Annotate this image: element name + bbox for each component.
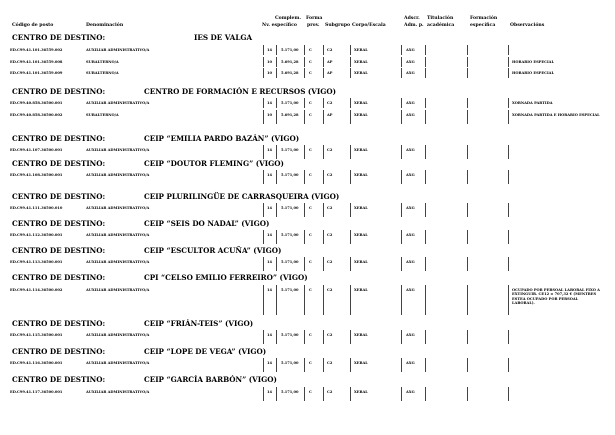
cell-code: ED.C99.41.111.36500.010 bbox=[10, 206, 63, 210]
centre-name: CENTRO DE FORMACIÓN E RECURSOS (VIGO) bbox=[144, 87, 337, 96]
column-divider bbox=[425, 387, 426, 401]
cell-sub: AP bbox=[327, 60, 333, 64]
column-divider bbox=[263, 387, 264, 401]
column-divider bbox=[467, 257, 468, 271]
column-divider bbox=[350, 57, 351, 67]
cell-den: AUXILIAR ADMINISTRATIVO/A bbox=[86, 361, 150, 365]
cell-nv: 14 bbox=[267, 206, 273, 210]
column-divider bbox=[467, 45, 468, 55]
cell-den: AUXILIAR ADMINISTRATIVO/A bbox=[86, 233, 150, 237]
column-divider bbox=[508, 68, 509, 78]
centre-label: CENTRO DE DESTINO: bbox=[12, 159, 106, 168]
header-formacion-1: Formación bbox=[470, 16, 498, 21]
centre-label: CENTRO DE DESTINO: bbox=[12, 134, 106, 143]
cell-adscr: AXG bbox=[406, 233, 415, 237]
column-divider bbox=[304, 110, 305, 124]
column-divider bbox=[508, 285, 509, 315]
column-divider bbox=[508, 358, 509, 372]
centre-name: CEIP “LOPE DE VEGA” (VIGO) bbox=[144, 347, 267, 356]
column-divider bbox=[350, 45, 351, 55]
cell-den: AUXILIAR ADMINISTRATIVO/A bbox=[86, 288, 150, 292]
column-divider bbox=[276, 98, 277, 108]
centre-name: CEIP “DOUTOR FLEMING” (VIGO) bbox=[144, 159, 284, 168]
cell-corpo: XERAL bbox=[354, 333, 368, 337]
cell-nv: 14 bbox=[267, 101, 273, 105]
cell-sub: C2 bbox=[327, 148, 333, 152]
column-divider bbox=[401, 145, 402, 159]
cell-code: ED.C99.40.858.36500.002 bbox=[10, 113, 63, 117]
cell-esp: 5.171,00 bbox=[281, 101, 299, 105]
centre-heading bbox=[12, 160, 284, 168]
cell-nv: 14 bbox=[267, 173, 273, 177]
column-divider bbox=[508, 203, 509, 217]
column-divider bbox=[350, 98, 351, 108]
column-divider bbox=[425, 68, 426, 78]
column-divider bbox=[401, 285, 402, 315]
column-divider bbox=[276, 110, 277, 124]
cell-nv: 14 bbox=[267, 48, 273, 52]
column-divider bbox=[467, 170, 468, 184]
column-divider bbox=[304, 285, 305, 315]
cell-nv: 14 bbox=[267, 390, 273, 394]
column-divider bbox=[263, 98, 264, 108]
header-complem-1: Complem. bbox=[275, 16, 301, 21]
column-divider bbox=[401, 257, 402, 271]
cell-sub: AP bbox=[327, 71, 333, 75]
centre-heading bbox=[12, 135, 299, 143]
cell-code: ED.C99.41.107.36500.001 bbox=[10, 148, 63, 152]
cell-nv: 10 bbox=[267, 71, 273, 75]
column-divider bbox=[425, 57, 426, 67]
column-divider bbox=[401, 57, 402, 67]
column-divider bbox=[263, 45, 264, 55]
column-divider bbox=[350, 358, 351, 372]
cell-adscr: AXG bbox=[406, 206, 415, 210]
column-divider bbox=[323, 45, 324, 55]
column-divider bbox=[425, 203, 426, 217]
cell-corpo: XERAL bbox=[354, 233, 368, 237]
column-divider bbox=[323, 145, 324, 159]
column-divider bbox=[401, 230, 402, 244]
cell-den: AUXILIAR ADMINISTRATIVO/A bbox=[86, 101, 150, 105]
column-divider bbox=[467, 387, 468, 401]
column-divider bbox=[508, 45, 509, 55]
cell-corpo: XERAL bbox=[354, 101, 368, 105]
column-divider bbox=[350, 145, 351, 159]
column-divider bbox=[467, 230, 468, 244]
centre-label: CENTRO DE DESTINO: bbox=[12, 246, 106, 255]
cell-sub: C2 bbox=[327, 206, 333, 210]
column-divider bbox=[467, 145, 468, 159]
cell-forma: C bbox=[309, 148, 312, 152]
column-divider bbox=[401, 98, 402, 108]
column-divider bbox=[425, 285, 426, 315]
column-divider bbox=[401, 358, 402, 372]
column-divider bbox=[467, 203, 468, 217]
cell-adscr: AXG bbox=[406, 60, 415, 64]
cell-code: ED.C99.41.108.36500.001 bbox=[10, 173, 63, 177]
column-divider bbox=[350, 330, 351, 344]
cell-sub: C2 bbox=[327, 173, 333, 177]
cell-den: AUXILIAR ADMINISTRATIVO/A bbox=[86, 148, 150, 152]
cell-sub: C2 bbox=[327, 333, 333, 337]
column-divider bbox=[304, 257, 305, 271]
column-divider bbox=[425, 170, 426, 184]
cell-code: ED.C99.41.112.36500.001 bbox=[10, 233, 63, 237]
cell-den: AUXILIAR ADMINISTRATIVO/A bbox=[86, 173, 150, 177]
column-divider bbox=[304, 68, 305, 78]
column-divider bbox=[467, 110, 468, 124]
cell-forma: C bbox=[309, 60, 312, 64]
column-divider bbox=[263, 145, 264, 159]
column-divider bbox=[263, 230, 264, 244]
column-divider bbox=[263, 170, 264, 184]
centre-name: CPI “CELSO EMILIO FERREIRO” (VIGO) bbox=[144, 273, 308, 282]
column-divider bbox=[350, 387, 351, 401]
cell-sub: C2 bbox=[327, 233, 333, 237]
cell-forma: C bbox=[309, 361, 312, 365]
cell-corpo: XERAL bbox=[354, 148, 368, 152]
column-divider bbox=[508, 230, 509, 244]
column-divider bbox=[276, 57, 277, 67]
centre-heading bbox=[12, 376, 277, 384]
column-divider bbox=[401, 203, 402, 217]
column-divider bbox=[323, 330, 324, 344]
cell-adscr: AXG bbox=[406, 361, 415, 365]
cell-esp: 5.171,00 bbox=[281, 260, 299, 264]
cell-esp: 5.171,00 bbox=[281, 48, 299, 52]
column-divider bbox=[401, 68, 402, 78]
centre-label: CENTRO DE DESTINO: bbox=[12, 319, 106, 328]
column-divider bbox=[323, 387, 324, 401]
column-divider bbox=[304, 330, 305, 344]
cell-code: ED.C99.40.858.36500.001 bbox=[10, 101, 63, 105]
cell-forma: C bbox=[309, 71, 312, 75]
column-divider bbox=[276, 170, 277, 184]
cell-esp: 5.171,00 bbox=[281, 148, 299, 152]
cell-esp: 5.691,28 bbox=[281, 60, 299, 64]
column-divider bbox=[508, 387, 509, 401]
cell-adscr: AXG bbox=[406, 390, 415, 394]
cell-adscr: AXG bbox=[406, 260, 415, 264]
cell-nv: 14 bbox=[267, 148, 273, 152]
cell-forma: C bbox=[309, 233, 312, 237]
cell-adscr: AXG bbox=[406, 148, 415, 152]
column-divider bbox=[276, 45, 277, 55]
centre-heading bbox=[12, 247, 281, 255]
centre-label: CENTRO DE DESTINO: bbox=[12, 273, 106, 282]
cell-den: AUXILIAR ADMINISTRATIVO/A bbox=[86, 260, 150, 264]
column-divider bbox=[401, 170, 402, 184]
centre-name: CEIP “ESCULTOR ACUÑA” (VIGO) bbox=[144, 246, 282, 255]
cell-nv: 14 bbox=[267, 260, 273, 264]
column-divider bbox=[401, 387, 402, 401]
cell-obs: HORARIO ESPECIAL bbox=[512, 71, 554, 75]
centre-label: CENTRO DE DESTINO: bbox=[12, 375, 106, 384]
cell-esp: 5.171,00 bbox=[281, 361, 299, 365]
column-divider bbox=[304, 45, 305, 55]
header-denominacion: Denominación bbox=[86, 23, 124, 28]
cell-adscr: AXG bbox=[406, 333, 415, 337]
centre-heading bbox=[12, 34, 252, 42]
column-divider bbox=[350, 110, 351, 124]
centre-heading bbox=[12, 220, 269, 228]
column-divider bbox=[508, 145, 509, 159]
cell-obs: HORARIO ESPECIAL bbox=[512, 60, 554, 64]
column-divider bbox=[508, 257, 509, 271]
centre-name: CEIP “SEIS DO NADAL” (VIGO) bbox=[144, 219, 270, 228]
cell-corpo: XERAL bbox=[354, 361, 368, 365]
column-divider bbox=[323, 230, 324, 244]
cell-forma: C bbox=[309, 390, 312, 394]
cell-esp: 5.171,00 bbox=[281, 173, 299, 177]
cell-den: AUXILIAR ADMINISTRATIVO/A bbox=[86, 206, 150, 210]
column-divider bbox=[508, 57, 509, 67]
column-divider bbox=[276, 145, 277, 159]
column-divider bbox=[467, 68, 468, 78]
cell-esp: 5.171,00 bbox=[281, 333, 299, 337]
column-divider bbox=[304, 358, 305, 372]
column-divider bbox=[263, 57, 264, 67]
cell-forma: C bbox=[309, 260, 312, 264]
cell-nv: 14 bbox=[267, 333, 273, 337]
column-divider bbox=[263, 285, 264, 315]
centre-name: CEIP “FRIÁN-TEIS” (VIGO) bbox=[144, 319, 254, 328]
cell-esp: 5.691,28 bbox=[281, 113, 299, 117]
centre-name: CEIP PLURILINGÜE DE CARRASQUEIRA (VIGO) bbox=[144, 192, 340, 201]
header-titulacion-2: académica bbox=[427, 23, 455, 28]
cell-esp: 5.171,00 bbox=[281, 390, 299, 394]
cell-nv: 10 bbox=[267, 113, 273, 117]
cell-corpo: XERAL bbox=[354, 48, 368, 52]
cell-nv: 14 bbox=[267, 361, 273, 365]
cell-obs: OCUPADO POR PERSOAL LABORAL FIXO A EXTINGUIR. CE12 = 707,32 € (MENTRES ESTEA OCUPADO POR PERSOAL LABORAL). bbox=[512, 288, 600, 306]
column-divider bbox=[425, 145, 426, 159]
cell-forma: C bbox=[309, 206, 312, 210]
column-divider bbox=[467, 98, 468, 108]
column-divider bbox=[263, 203, 264, 217]
column-divider bbox=[401, 110, 402, 124]
centre-heading bbox=[12, 348, 266, 356]
column-divider bbox=[425, 257, 426, 271]
cell-nv: 14 bbox=[267, 233, 273, 237]
centre-name: IES DE VALGA bbox=[194, 33, 253, 42]
column-divider bbox=[350, 68, 351, 78]
cell-forma: C bbox=[309, 113, 312, 117]
column-divider bbox=[304, 145, 305, 159]
column-divider bbox=[323, 285, 324, 315]
column-divider bbox=[263, 110, 264, 124]
cell-corpo: XERAL bbox=[354, 71, 368, 75]
column-divider bbox=[350, 203, 351, 217]
cell-sub: AP bbox=[327, 113, 333, 117]
column-divider bbox=[508, 110, 509, 124]
column-divider bbox=[276, 387, 277, 401]
cell-esp: 5.171,00 bbox=[281, 233, 299, 237]
column-divider bbox=[425, 358, 426, 372]
cell-nv: 14 bbox=[267, 288, 273, 292]
column-divider bbox=[508, 170, 509, 184]
column-divider bbox=[467, 358, 468, 372]
cell-adscr: AXG bbox=[406, 113, 415, 117]
column-divider bbox=[323, 257, 324, 271]
cell-den: SUBALTERNO/A bbox=[86, 113, 119, 117]
column-divider bbox=[304, 203, 305, 217]
column-divider bbox=[263, 330, 264, 344]
header-complem-2: Nv. específico bbox=[262, 23, 297, 28]
column-divider bbox=[467, 330, 468, 344]
header-formacion-2: específica bbox=[470, 23, 496, 28]
column-divider bbox=[401, 330, 402, 344]
cell-corpo: XERAL bbox=[354, 390, 368, 394]
header-subgrupo: Subgrupo bbox=[325, 23, 351, 28]
column-divider bbox=[323, 110, 324, 124]
cell-esp: 5.171,00 bbox=[281, 206, 299, 210]
column-divider bbox=[263, 68, 264, 78]
centre-label: CENTRO DE DESTINO: bbox=[12, 219, 106, 228]
column-divider bbox=[425, 45, 426, 55]
column-divider bbox=[304, 230, 305, 244]
column-divider bbox=[425, 230, 426, 244]
centre-label: CENTRO DE DESTINO: bbox=[12, 192, 106, 201]
column-divider bbox=[425, 110, 426, 124]
cell-corpo: XERAL bbox=[354, 60, 368, 64]
centre-heading bbox=[12, 193, 339, 201]
column-divider bbox=[350, 257, 351, 271]
centre-name: CEIP “EMILIA PARDO BAZÁN” (VIGO) bbox=[144, 134, 300, 143]
cell-nv: 10 bbox=[267, 60, 273, 64]
column-divider bbox=[350, 230, 351, 244]
column-divider bbox=[323, 358, 324, 372]
cell-code: ED.C99.41.101.36559.008 bbox=[10, 60, 63, 64]
cell-den: SUBALTERNO/A bbox=[86, 71, 119, 75]
cell-corpo: XERAL bbox=[354, 288, 368, 292]
header-adscr-2: Adm. p. bbox=[404, 23, 424, 28]
cell-adscr: AXG bbox=[406, 173, 415, 177]
cell-corpo: XERAL bbox=[354, 173, 368, 177]
cell-den: AUXILIAR ADMINISTRATIVO/A bbox=[86, 333, 150, 337]
cell-forma: C bbox=[309, 333, 312, 337]
header-forma-2: prov. bbox=[307, 23, 320, 28]
cell-sub: C2 bbox=[327, 48, 333, 52]
cell-code: ED.C99.41.116.36500.001 bbox=[10, 361, 63, 365]
cell-sub: C2 bbox=[327, 288, 333, 292]
column-divider bbox=[276, 230, 277, 244]
centre-label: CENTRO DE DESTINO: bbox=[12, 87, 106, 96]
cell-sub: C2 bbox=[327, 361, 333, 365]
centre-heading bbox=[12, 274, 308, 282]
cell-corpo: XERAL bbox=[354, 206, 368, 210]
column-divider bbox=[323, 203, 324, 217]
header-corpo: Corpo/Escala bbox=[352, 23, 386, 28]
header-forma-1: Forma bbox=[306, 16, 323, 21]
column-divider bbox=[467, 57, 468, 67]
cell-corpo: XERAL bbox=[354, 113, 368, 117]
column-divider bbox=[425, 98, 426, 108]
column-divider bbox=[276, 68, 277, 78]
column-divider bbox=[350, 285, 351, 315]
column-divider bbox=[323, 68, 324, 78]
cell-code: ED.C99.41.114.36500.002 bbox=[10, 288, 63, 292]
cell-obs: XORNADA PARTIDA E HORARIO ESPECIAL bbox=[512, 113, 600, 117]
cell-corpo: XERAL bbox=[354, 260, 368, 264]
centre-heading bbox=[12, 320, 253, 328]
column-divider bbox=[276, 330, 277, 344]
cell-adscr: AXG bbox=[406, 71, 415, 75]
header-titulacion-1: Titulación bbox=[427, 16, 454, 21]
cell-sub: C2 bbox=[327, 390, 333, 394]
column-divider bbox=[401, 45, 402, 55]
cell-obs: XORNADA PARTIDA bbox=[512, 101, 553, 105]
column-divider bbox=[276, 285, 277, 315]
cell-adscr: AXG bbox=[406, 288, 415, 292]
cell-esp: 5.171,00 bbox=[281, 288, 299, 292]
column-divider bbox=[508, 98, 509, 108]
cell-sub: C2 bbox=[327, 260, 333, 264]
column-divider bbox=[263, 358, 264, 372]
cell-sub: C2 bbox=[327, 101, 333, 105]
column-divider bbox=[304, 57, 305, 67]
column-divider bbox=[323, 170, 324, 184]
header-adscr-1: Adscr. bbox=[404, 16, 420, 21]
centre-heading bbox=[12, 88, 336, 96]
cell-adscr: AXG bbox=[406, 101, 415, 105]
cell-adscr: AXG bbox=[406, 48, 415, 52]
cell-code: ED.C99.41.101.36559.002 bbox=[10, 48, 63, 52]
cell-esp: 5.691,28 bbox=[281, 71, 299, 75]
column-divider bbox=[304, 170, 305, 184]
cell-code: ED.C99.41.113.36500.001 bbox=[10, 260, 63, 264]
column-divider bbox=[304, 387, 305, 401]
column-divider bbox=[350, 170, 351, 184]
column-divider bbox=[323, 57, 324, 67]
cell-forma: C bbox=[309, 173, 312, 177]
cell-den: AUXILIAR ADMINISTRATIVO/A bbox=[86, 390, 150, 394]
header-observacions: Observacións bbox=[510, 23, 545, 28]
cell-den: AUXILIAR ADMINISTRATIVO/A bbox=[86, 48, 150, 52]
column-divider bbox=[276, 257, 277, 271]
cell-code: ED.C99.41.117.36500.001 bbox=[10, 390, 63, 394]
centre-name: CEIP “GARCÍA BARBÓN” (VIGO) bbox=[144, 375, 277, 384]
centre-label: CENTRO DE DESTINO: bbox=[12, 33, 106, 42]
cell-code: ED.C99.41.101.36559.009 bbox=[10, 71, 63, 75]
cell-den: SUBALTERNO/A bbox=[86, 60, 119, 64]
cell-forma: C bbox=[309, 288, 312, 292]
cell-forma: C bbox=[309, 48, 312, 52]
column-divider bbox=[508, 330, 509, 344]
column-divider bbox=[263, 257, 264, 271]
cell-code: ED.C99.41.115.36500.001 bbox=[10, 333, 63, 337]
column-divider bbox=[304, 98, 305, 108]
column-divider bbox=[323, 98, 324, 108]
cell-forma: C bbox=[309, 101, 312, 105]
column-divider bbox=[276, 358, 277, 372]
column-divider bbox=[467, 285, 468, 315]
centre-label: CENTRO DE DESTINO: bbox=[12, 347, 106, 356]
column-divider bbox=[425, 330, 426, 344]
column-divider bbox=[276, 203, 277, 217]
header-codigo: Código de posto bbox=[12, 23, 54, 28]
